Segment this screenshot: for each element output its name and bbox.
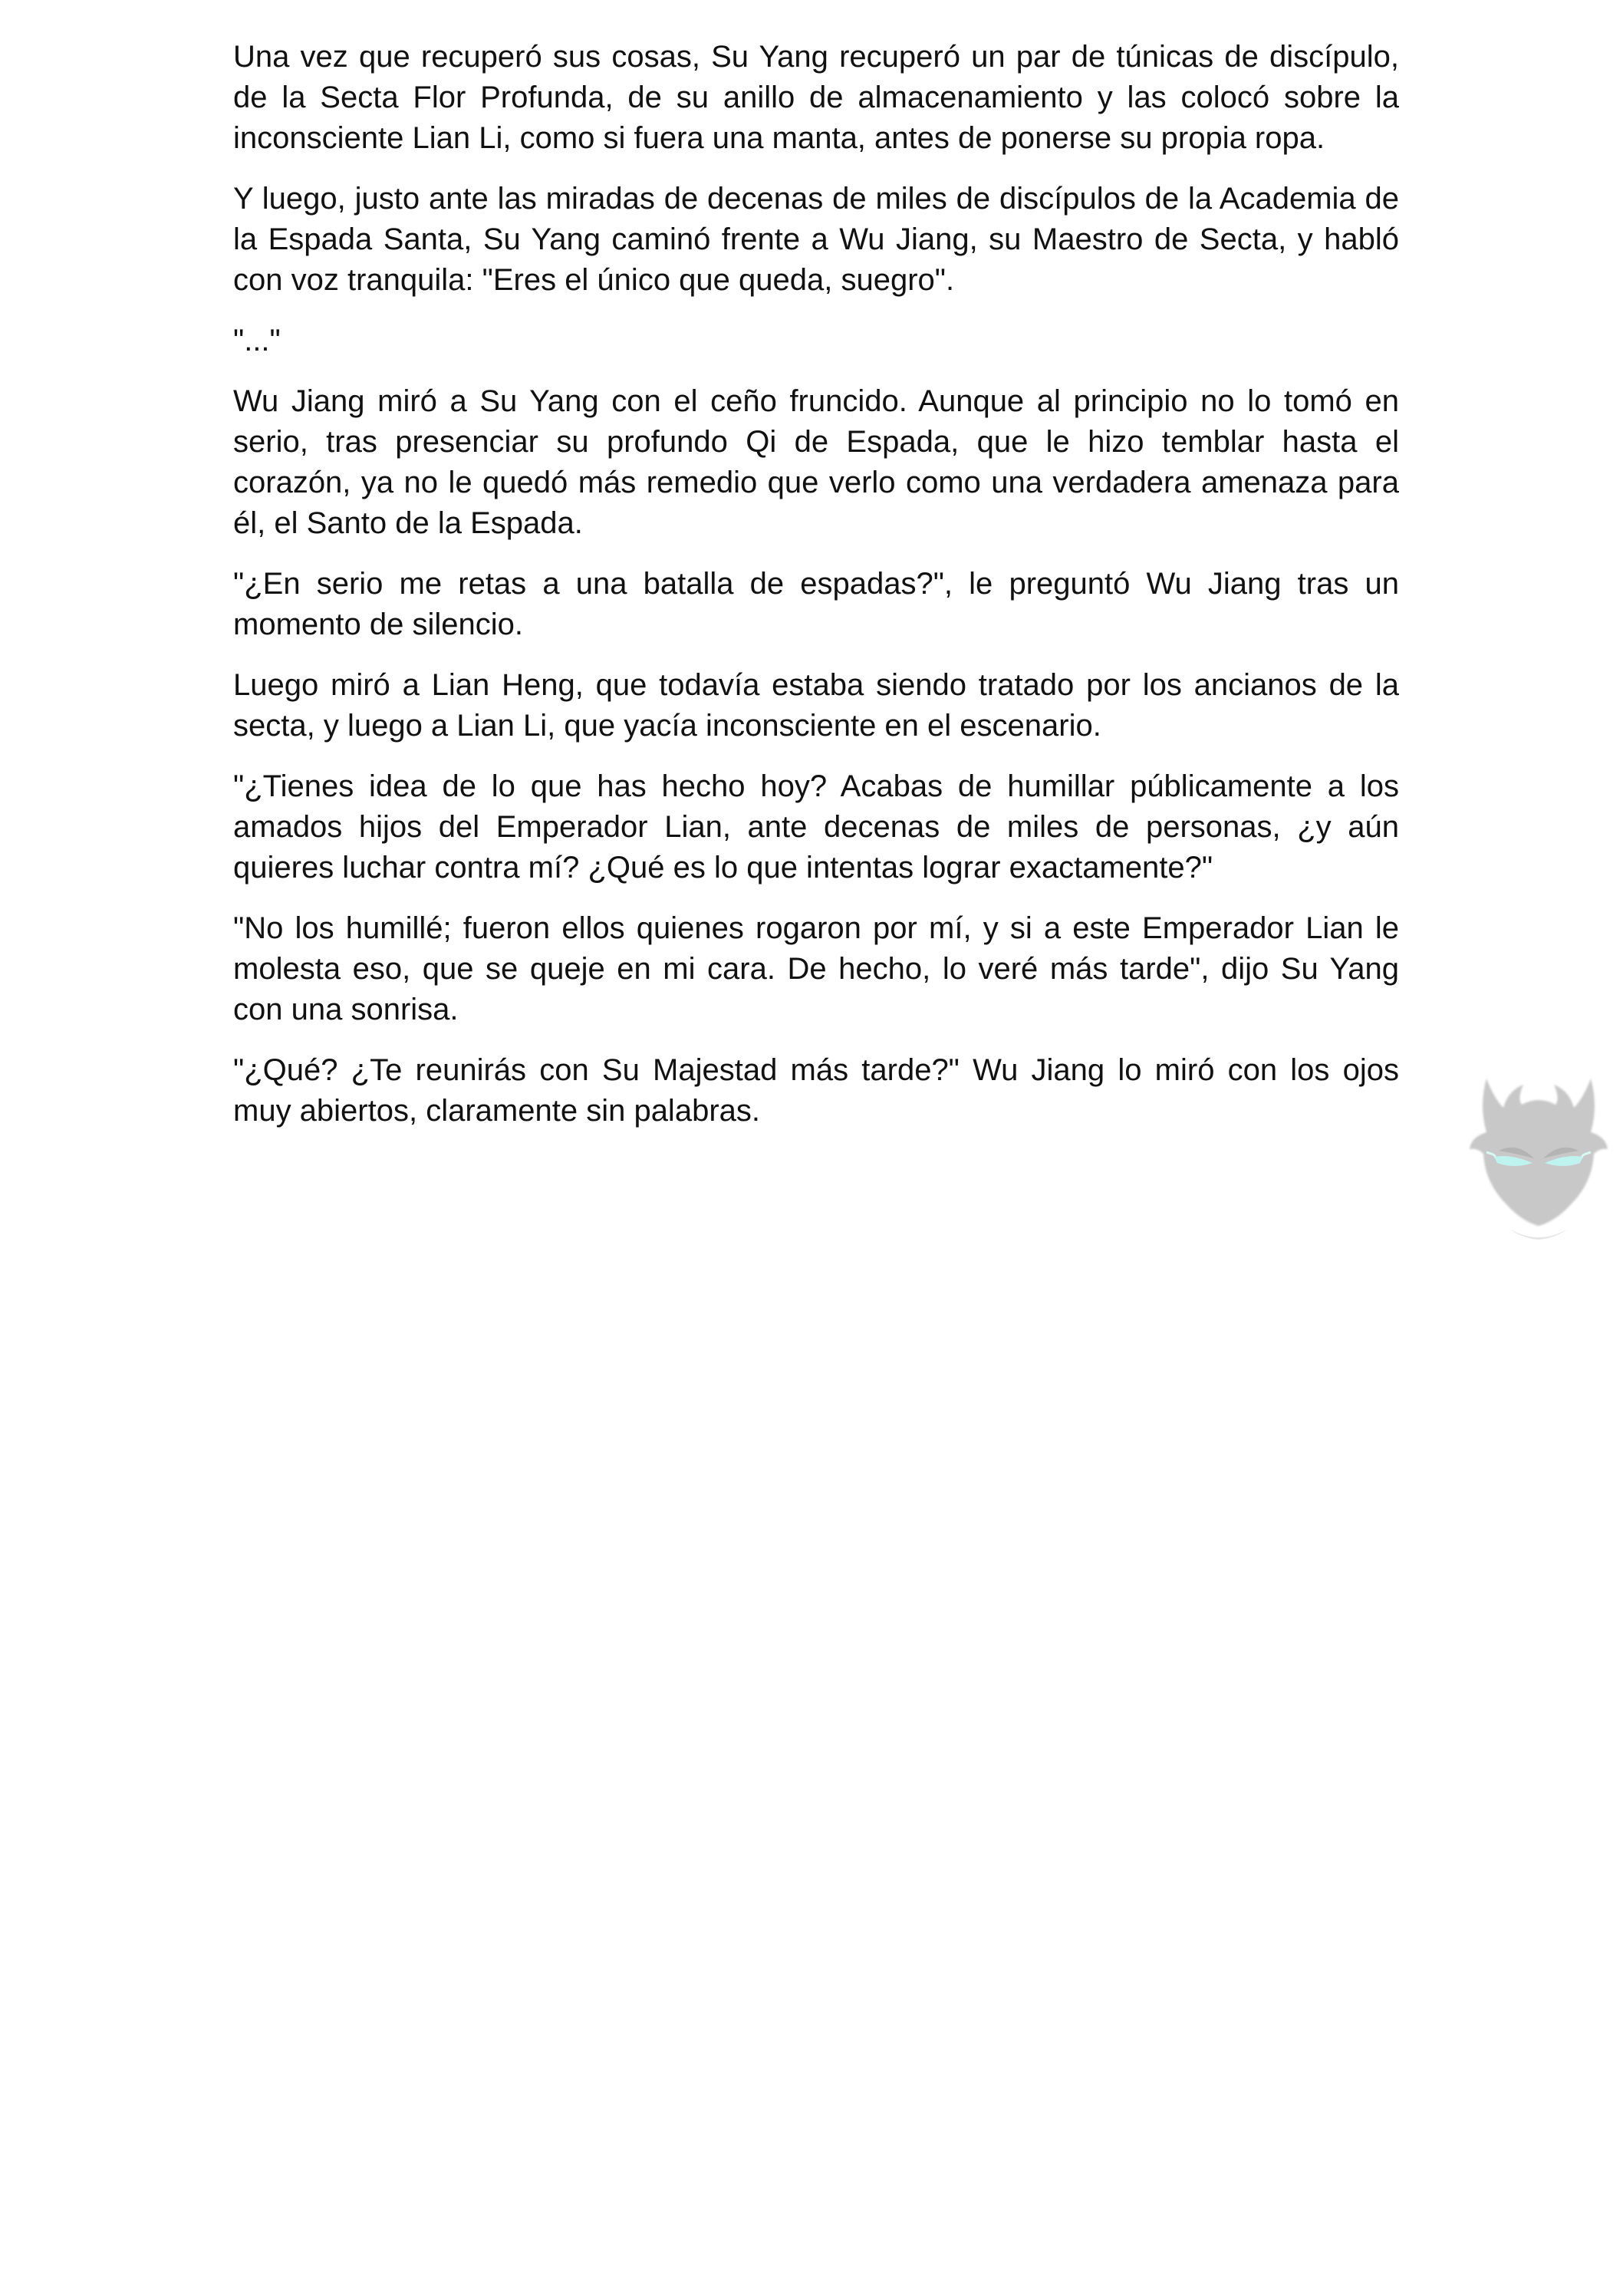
paragraph-6: Luego miró a Lian Heng, que todavía estaba siendo tratado por los ancianos de la secta, y luego a Lian Li, que yacía inconsciente en el escenario. bbox=[233, 668, 1399, 743]
paragraph-7: "¿Tienes idea de lo que has hecho hoy? Acabas de humillar públicamente a los amados hijos del Emperador Lian, ante decenas de miles de personas, ¿y aún quieres luchar contra mí? ¿Qué es lo que intentas lograr exactamente?" bbox=[233, 769, 1399, 884]
paragraph-1: Una vez que recuperó sus cosas, Su Yang recuperó un par de túnicas de discípulo, de la Secta Flor Profunda, de su anillo de almacenamiento y las colocó sobre la inconsciente Lian Li, como si fuera una manta, antes de ponerse su propia ropa. bbox=[233, 40, 1399, 155]
text-body bbox=[233, 37, 1399, 1151]
paragraph-8: "No los humillé; fueron ellos quienes rogaron por mí, y si a este Emperador Lian le molesta eso, que se queje en mi cara. De hecho, lo veré más tarde", dijo Su Yang con una sonrisa. bbox=[233, 911, 1399, 1026]
paragraph-5: "¿En serio me retas a una batalla de espadas?", le preguntó Wu Jiang tras un momento de silencio. bbox=[233, 567, 1399, 641]
paragraph-2: Y luego, justo ante las miradas de decenas de miles de discípulos de la Academia de la Espada Santa, Su Yang caminó frente a Wu Jiang, su Maestro de Secta, y habló con voz tranquila: "Eres el único que queda, suegro". bbox=[233, 182, 1399, 297]
paragraph-4: Wu Jiang miró a Su Yang con el ceño fruncido. Aunque al principio no lo tomó en serio, tras presenciar su profundo Qi de Espada, que le hizo temblar hasta el corazón, ya no le quedó más remedio que verlo como una verdadera amenaza para él, el Santo de la Espada. bbox=[233, 384, 1399, 540]
paragraph-3: "..." bbox=[233, 324, 281, 357]
paragraph-9: "¿Qué? ¿Te reunirás con Su Majestad más tarde?" Wu Jiang lo miró con los ojos muy abiertos, claramente sin palabras. bbox=[233, 1053, 1399, 1128]
demon-head-icon bbox=[1463, 1068, 1614, 1244]
